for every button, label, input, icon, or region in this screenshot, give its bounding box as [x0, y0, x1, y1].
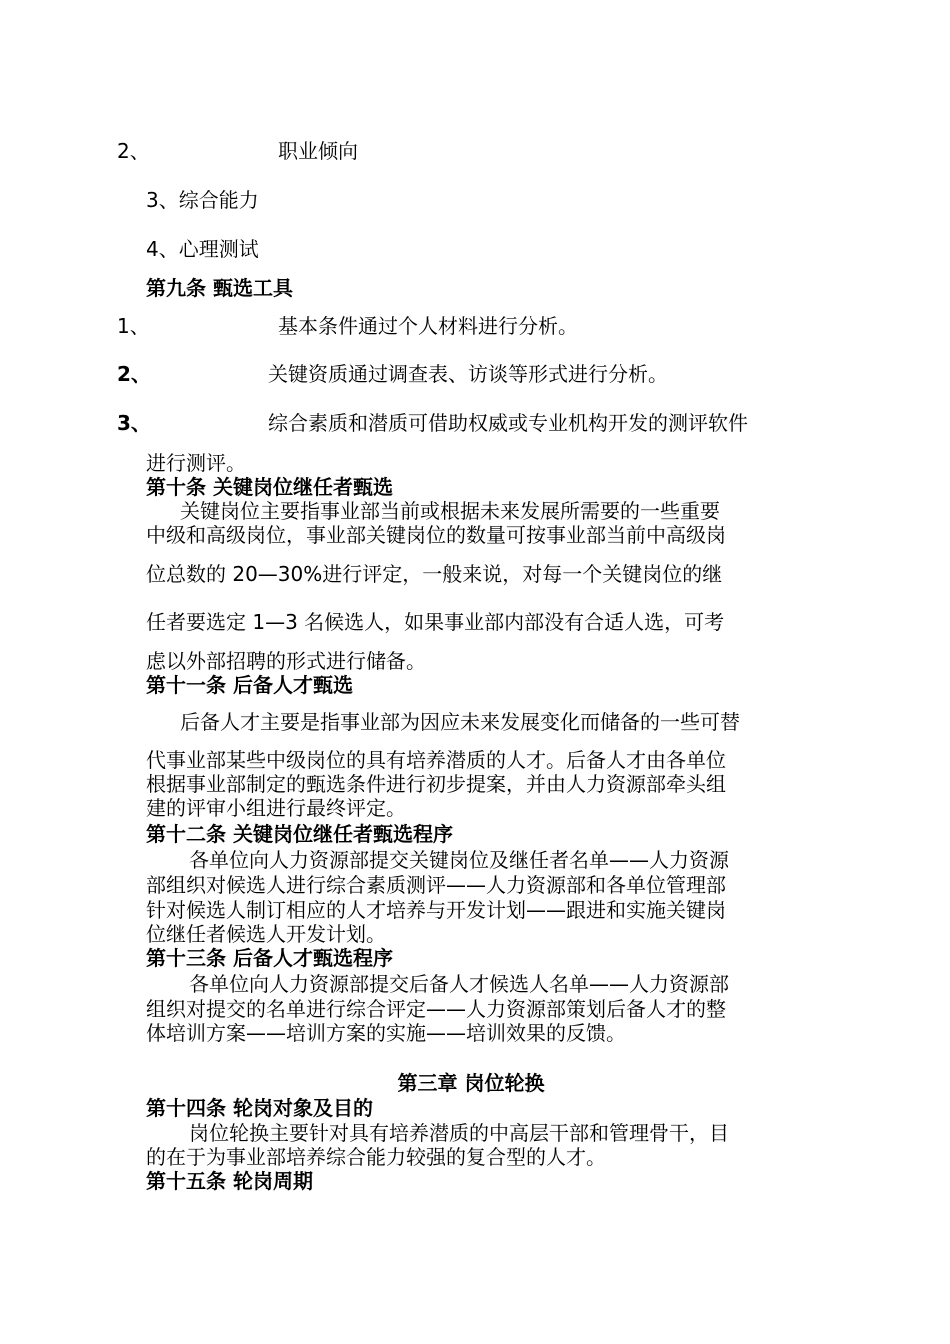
- article-12-heading: 第十二条 关键岗位继任者甄选程序: [146, 822, 453, 846]
- paragraph-line: 位总数的 20—30%进行评定，一般来说，对每一个关键岗位的继: [146, 562, 723, 586]
- list-number: 1、: [117, 314, 150, 338]
- list-item-continuation: 进行测评。: [146, 451, 246, 475]
- paragraph-line: 体培训方案——培训方案的实施——培训效果的反馈。: [146, 1021, 626, 1045]
- paragraph-line: 的在于为事业部培养综合能力较强的复合型的人才。: [146, 1145, 606, 1169]
- list-number: 2、: [117, 139, 150, 163]
- article-9-heading: 第九条 甄选工具: [146, 276, 293, 300]
- list-number: 2、: [117, 362, 151, 386]
- paragraph-line: 后备人才主要是指事业部为因应未来发展变化而储备的一些可替: [180, 710, 740, 734]
- paragraph-line: 代事业部某些中级岗位的具有培养潜质的人才。后备人才由各单位: [146, 748, 726, 772]
- list-item-text: 关键资质通过调查表、访谈等形式进行分析。: [268, 362, 668, 386]
- article-13-heading: 第十三条 后备人才甄选程序: [146, 946, 393, 970]
- list-item-text: 综合素质和潜质可借助权威或专业机构开发的测评软件: [268, 411, 748, 435]
- paragraph-line: 部组织对候选人进行综合素质测评——人力资源部和各单位管理部: [146, 873, 726, 897]
- paragraph-line: 各单位向人力资源部提交后备人才候选人名单——人力资源部: [189, 972, 729, 996]
- article-10-heading: 第十条 关键岗位继任者甄选: [146, 475, 393, 499]
- list-item: 3、综合能力: [146, 188, 259, 212]
- paragraph-line: 针对候选人制订相应的人才培养与开发计划——跟进和实施关键岗: [146, 898, 726, 922]
- paragraph-line: 组织对提交的名单进行综合评定——人力资源部策划后备人才的整: [146, 997, 726, 1021]
- paragraph-line: 位继任者候选人开发计划。: [146, 922, 386, 946]
- list-number: 3、: [117, 411, 151, 435]
- list-item-text: 基本条件通过个人材料进行分析。: [278, 314, 578, 338]
- list-item: 4、心理测试: [146, 237, 259, 261]
- paragraph-line: 关键岗位主要指事业部当前或根据未来发展所需要的一些重要: [180, 499, 720, 523]
- paragraph-line: 虑以外部招聘的形式进行储备。: [146, 649, 426, 673]
- article-11-heading: 第十一条 后备人才甄选: [146, 673, 353, 697]
- paragraph-line: 各单位向人力资源部提交关键岗位及继任者名单——人力资源: [189, 848, 729, 872]
- paragraph-line: 根据事业部制定的甄选条件进行初步提案，并由人力资源部牵头组: [146, 772, 726, 796]
- list-item-text: 职业倾向: [278, 139, 358, 163]
- chapter-title: 第三章 岗位轮换: [397, 1071, 545, 1095]
- paragraph-line: 任者要选定 1—3 名候选人，如果事业部内部没有合适人选，可考: [146, 610, 725, 634]
- paragraph-line: 建的评审小组进行最终评定。: [146, 796, 406, 820]
- paragraph-line: 中级和高级岗位，事业部关键岗位的数量可按事业部当前中高级岗: [146, 523, 726, 547]
- paragraph-line: 岗位轮换主要针对具有培养潜质的中高层干部和管理骨干，目: [189, 1121, 729, 1145]
- article-14-heading: 第十四条 轮岗对象及目的: [146, 1096, 373, 1120]
- article-15-heading: 第十五条 轮岗周期: [146, 1169, 313, 1193]
